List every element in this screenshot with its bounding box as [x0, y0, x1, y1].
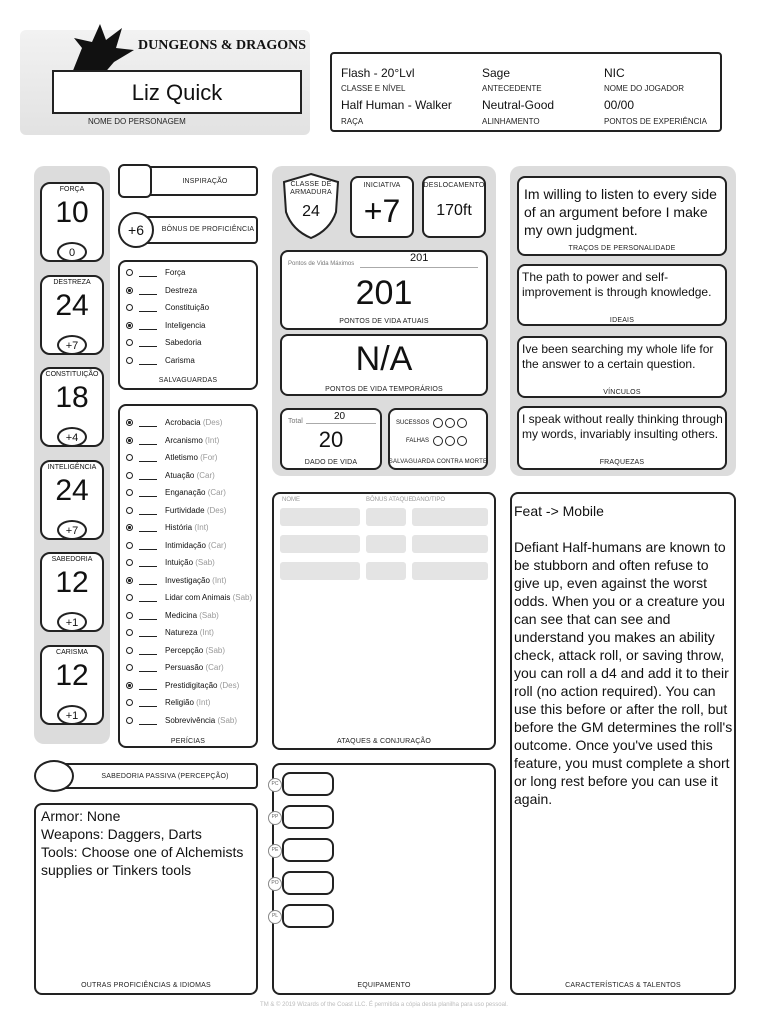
xp[interactable]: 00/00	[604, 98, 635, 112]
xp-label: PONTOS DE EXPERIÊNCIA	[604, 117, 707, 126]
skill-proficiency-dot[interactable]	[126, 437, 133, 444]
inspiration-check[interactable]	[118, 164, 152, 198]
hit-dice-total-line	[306, 423, 376, 424]
skill-attribute: (For)	[200, 453, 218, 463]
footer: TM & © 2019 Wizards of the Coast LLC. É permitida a cópia desta planilha para uso pessoal.	[260, 1002, 508, 1008]
coin-field[interactable]	[282, 772, 334, 796]
skill-value[interactable]	[139, 698, 157, 707]
saves-label: SALVAGUARDAS	[158, 377, 218, 384]
save-row	[126, 282, 254, 300]
skill-attribute: (Sab)	[195, 558, 215, 568]
skill-name: Atletismo	[165, 453, 198, 463]
skill-value[interactable]	[139, 436, 157, 445]
bonds-text[interactable]: Ive been searching my whole life for the answer to a certain question.	[522, 342, 714, 371]
coin-label: PC	[268, 778, 282, 792]
personality-text[interactable]: Im willing to listen to every side of an argument before I make my own judgment.	[524, 186, 717, 238]
speed-label: DESLOCAMENTO	[423, 182, 485, 189]
save-proficiency-dot[interactable]	[126, 269, 133, 276]
skill-attribute: (Sab)	[205, 645, 226, 655]
skill-name: Religião	[165, 698, 194, 708]
hp-max-label: Pontos de Vida Máximos	[288, 261, 355, 267]
skill-row	[126, 607, 256, 625]
proficiency-label: BÔNUS DE PROFICIÊNCIA	[161, 226, 255, 233]
skill-row	[126, 467, 256, 485]
skill-attribute: (Int)	[212, 575, 227, 585]
skill-attribute: (Car)	[208, 540, 227, 550]
skill-name: Investigação	[165, 575, 210, 585]
death-fail-circle-3[interactable]	[457, 436, 467, 446]
skill-value[interactable]	[139, 593, 157, 602]
death-fail-label: FALHAS	[406, 438, 430, 444]
save-name: Sabedoria	[165, 338, 202, 348]
skill-attribute: (Int)	[199, 628, 214, 638]
skill-value[interactable]	[139, 576, 157, 585]
ability-score[interactable]: 24	[55, 473, 89, 507]
hit-dice-value[interactable]: 20	[318, 427, 344, 452]
save-value[interactable]	[139, 338, 157, 347]
ability-name: DESTREZA	[53, 278, 91, 286]
save-row	[126, 334, 254, 352]
ability-score[interactable]: 18	[55, 381, 89, 414]
hit-dice-label: DADO DE VIDA	[304, 459, 358, 466]
skill-row	[126, 589, 256, 607]
initiative-value[interactable]: +7	[363, 193, 401, 229]
character-name-label: NOME DO PERSONAGEM	[88, 117, 186, 126]
skill-proficiency-dot[interactable]	[126, 489, 133, 496]
skill-attribute: (Car)	[205, 663, 224, 673]
background-label: ANTECEDENTE	[482, 84, 542, 93]
death-success-circle-2[interactable]	[445, 418, 455, 428]
ability-name: FORÇA	[59, 186, 85, 193]
save-proficiency-dot[interactable]	[126, 339, 133, 346]
save-value[interactable]	[139, 356, 157, 365]
skill-name: Prestidigitação	[165, 680, 218, 690]
death-success-label: SUCESSOS	[396, 420, 430, 426]
death-fail-circle-2[interactable]	[445, 436, 455, 446]
attacks-col-damage: DANO/TIPO	[412, 497, 446, 503]
skill-row	[126, 642, 256, 660]
skill-proficiency-dot[interactable]	[126, 577, 133, 584]
save-row	[126, 264, 254, 282]
skill-attribute: (Sab)	[217, 715, 238, 725]
hit-dice-total[interactable]: 20	[334, 411, 346, 422]
hp-temp-value[interactable]: N/A	[355, 340, 413, 378]
coin-label: PP	[268, 811, 282, 825]
death-success-circle-3[interactable]	[457, 418, 467, 428]
skill-attribute: (Sab)	[232, 593, 253, 603]
bonds-label: VÍNCULOS	[603, 389, 641, 396]
attack-3-bonus-cell[interactable]	[366, 562, 406, 580]
ideals-label: IDEAIS	[609, 317, 635, 324]
skill-row	[126, 519, 256, 537]
skill-row	[126, 484, 256, 502]
personality-label: TRAÇOS DE PERSONALIDADE	[568, 245, 676, 252]
ability-score[interactable]: 12	[55, 658, 89, 692]
coin-label: PE	[268, 844, 282, 858]
initiative-label: INICIATIVA	[363, 182, 401, 189]
skill-name: Enganação	[165, 488, 206, 498]
ability-name: INTELIGÊNCIA	[47, 463, 97, 471]
skill-proficiency-dot[interactable]	[126, 419, 133, 426]
skill-attribute: (Sab)	[199, 610, 219, 620]
skill-row	[126, 554, 256, 572]
saves-list	[126, 264, 254, 369]
save-proficiency-dot[interactable]	[126, 287, 133, 294]
skill-value[interactable]	[139, 453, 157, 462]
skill-row	[126, 432, 256, 450]
skill-proficiency-dot[interactable]	[126, 507, 133, 514]
flaws-label: FRAQUEZAS	[599, 459, 645, 466]
skill-attribute: (Des)	[206, 505, 227, 515]
skill-name: Persuasão	[165, 663, 204, 673]
attack-3-damage-cell[interactable]	[412, 562, 488, 580]
save-row	[126, 317, 254, 335]
passive-wisdom-label: SABEDORIA PASSIVA (PERCEPÇÃO)	[101, 773, 229, 780]
skill-value[interactable]	[139, 611, 157, 620]
death-fail-circle-1[interactable]	[433, 436, 443, 446]
coin-label: PL	[268, 910, 282, 924]
ability-modifier[interactable]: +1	[57, 612, 87, 632]
death-saves-label: SALVAGUARDA CONTRA MORTE	[388, 459, 488, 465]
hp-max-line	[360, 267, 478, 268]
attack-2-bonus-cell[interactable]	[366, 535, 406, 553]
attack-1-name-cell[interactable]	[280, 508, 360, 526]
ability-modifier[interactable]: +7	[57, 520, 87, 540]
skill-value[interactable]	[139, 628, 157, 637]
save-proficiency-dot[interactable]	[126, 322, 133, 329]
skill-row	[126, 712, 256, 730]
skill-name: Arcanismo	[165, 435, 203, 445]
ability-name: CARISMA	[56, 648, 88, 656]
save-name: Constituição	[165, 303, 210, 313]
attack-1-damage-cell[interactable]	[412, 508, 488, 526]
save-row	[126, 352, 254, 370]
skill-name: Atuação	[165, 470, 195, 480]
ability-name: SABEDORIA	[51, 556, 93, 563]
skill-name: Sobrevivência	[165, 715, 216, 725]
skill-name: Furtividade	[165, 505, 205, 515]
save-proficiency-dot[interactable]	[126, 304, 133, 311]
coin-label: PO	[268, 877, 282, 891]
hp-current-value[interactable]: 201	[355, 274, 413, 312]
skill-proficiency-dot[interactable]	[126, 524, 133, 531]
character-name[interactable]: Liz Quick	[131, 80, 223, 105]
skill-row	[126, 694, 256, 712]
skill-row	[126, 624, 256, 642]
skill-name: Intimidação	[165, 540, 206, 550]
hp-current-label: PONTOS DE VIDA ATUAIS	[339, 318, 429, 325]
skill-attribute: (Car)	[196, 470, 215, 480]
save-name: Destreza	[165, 285, 198, 295]
attacks-col-name: NOME	[282, 497, 300, 503]
attacks-col-bonus: BÔNUS ATAQUE	[366, 497, 413, 503]
class-level-label: CLASSE E NÍVEL	[341, 84, 406, 93]
features-title[interactable]: Feat -> Mobile	[514, 503, 604, 519]
skill-value[interactable]	[139, 506, 157, 515]
skill-proficiency-dot[interactable]	[126, 647, 133, 654]
race-label: RAÇA	[341, 117, 364, 126]
death-success-circle-1[interactable]	[433, 418, 443, 428]
equipment-label: EQUIPAMENTO	[357, 982, 411, 989]
save-name: Força	[165, 268, 186, 278]
skill-proficiency-dot[interactable]	[126, 629, 133, 636]
skill-value[interactable]	[139, 471, 157, 480]
hit-dice-total-label: Total	[288, 418, 303, 425]
attacks-label: ATAQUES & CONJURAÇÃO	[337, 738, 431, 745]
skill-name: Percepção	[165, 645, 204, 655]
skill-attribute: (Des)	[202, 418, 223, 428]
skill-proficiency-dot[interactable]	[126, 454, 133, 461]
skills-label: PERÍCIAS	[170, 738, 206, 745]
logo-text: DUNGEONS & DRAGONS	[138, 38, 307, 53]
proficiencies-text[interactable]: Armor: None Weapons: Daggers, Darts Tools: Choose one of Alchemists supplies or Tinkers tools	[41, 808, 244, 878]
armor-class-value[interactable]: 24	[302, 203, 320, 220]
skill-proficiency-dot[interactable]	[126, 699, 133, 706]
skill-row	[126, 572, 256, 590]
player-name[interactable]: NIC	[604, 66, 625, 80]
skill-row	[126, 502, 256, 520]
attack-3-name-cell[interactable]	[280, 562, 360, 580]
skill-attribute: (Int)	[196, 698, 211, 708]
features-label: CARACTERÍSTICAS & TALENTOS	[565, 982, 681, 989]
save-row	[126, 299, 254, 317]
ability-score[interactable]: 10	[55, 196, 89, 229]
proficiencies-label: OUTRAS PROFICIÊNCIAS & IDIOMAS	[81, 982, 211, 989]
save-value[interactable]	[139, 321, 157, 330]
skill-proficiency-dot[interactable]	[126, 612, 133, 619]
class-level[interactable]: Flash - 20°Lvl	[341, 66, 415, 80]
skill-value[interactable]	[139, 716, 157, 725]
hp-temp-label: PONTOS DE VIDA TEMPORÁRIOS	[325, 386, 443, 393]
skill-value[interactable]	[139, 663, 157, 672]
coin-field[interactable]	[282, 904, 334, 928]
skill-value[interactable]	[139, 558, 157, 567]
skill-value[interactable]	[139, 488, 157, 497]
skill-value[interactable]	[139, 523, 157, 532]
background[interactable]: Sage	[482, 66, 511, 80]
save-name: Inteligencia	[165, 320, 206, 330]
ability-score[interactable]: 12	[55, 566, 89, 599]
coin-field[interactable]	[282, 871, 334, 895]
speed-value[interactable]: 170ft	[436, 202, 472, 219]
ideals-text[interactable]: The path to power and self-improvement is through knowledge.	[522, 270, 712, 299]
skill-name: Acrobacia	[165, 418, 201, 428]
skill-proficiency-dot[interactable]	[126, 472, 133, 479]
ability-modifier[interactable]: +7	[57, 335, 87, 355]
race[interactable]: Half Human - Walker	[341, 98, 452, 112]
ability-modifier[interactable]: +4	[57, 427, 87, 447]
skill-attribute: (Int)	[194, 523, 209, 533]
skill-name: Intuição	[165, 558, 194, 568]
skill-row	[126, 677, 256, 695]
skill-attribute: (Car)	[207, 488, 226, 498]
armor-class-label: CLASSE DE ARMADURA	[290, 181, 332, 196]
proficiency-circle[interactable]: +6	[118, 212, 154, 248]
attack-1-bonus-cell[interactable]	[366, 508, 406, 526]
coin-field[interactable]	[282, 838, 334, 862]
skill-row	[126, 449, 256, 467]
skill-attribute: (Des)	[219, 680, 240, 690]
features-text[interactable]: Defiant Half-humans are known to be stubborn and often refuse to give up, even against the worst odds. When you or a creature you can see that can see and understand you makes an ability check, attack roll, or saving throw, you can roll a d4 and add it to their roll (no action required). You can use this before or after the roll, but before the GM determines the roll's outcome. Once you've used this feature, you must complete a short or long rest before you can use it again.	[514, 539, 733, 807]
skill-proficiency-dot[interactable]	[126, 717, 133, 724]
skill-value[interactable]	[139, 418, 157, 427]
skill-row	[126, 659, 256, 677]
skill-value[interactable]	[139, 681, 157, 690]
skill-value[interactable]	[139, 541, 157, 550]
skill-attribute: (Int)	[205, 435, 220, 445]
attacks-box	[272, 492, 496, 750]
skill-row	[126, 537, 256, 555]
inspiration-label: INSPIRAÇÃO	[182, 178, 228, 185]
passive-wisdom-circle[interactable]	[34, 760, 74, 792]
skill-row	[126, 414, 256, 432]
save-value[interactable]	[139, 286, 157, 295]
save-value[interactable]	[139, 303, 157, 312]
ability-modifier[interactable]: +1	[57, 705, 87, 725]
alignment-label: ALINHAMENTO	[482, 117, 540, 126]
dragon-logo-icon	[62, 18, 142, 78]
skills-list	[126, 414, 256, 729]
skill-proficiency-dot[interactable]	[126, 594, 133, 601]
attack-2-damage-cell[interactable]	[412, 535, 488, 553]
flaws-text[interactable]: I speak without really thinking through my words, invariably insulting others.	[522, 412, 723, 441]
ability-score[interactable]: 24	[55, 288, 89, 322]
skill-name: Natureza	[165, 628, 198, 638]
skill-value[interactable]	[139, 646, 157, 655]
ability-name: CONSTITUIÇÃO	[45, 371, 99, 378]
save-value[interactable]	[139, 268, 157, 277]
skill-name: Lidar com Animais	[165, 593, 231, 603]
skill-proficiency-dot[interactable]	[126, 664, 133, 671]
save-proficiency-dot[interactable]	[126, 357, 133, 364]
player-name-label: NOME DO JOGADOR	[604, 84, 685, 93]
hp-max-value[interactable]: 201	[410, 252, 429, 264]
alignment[interactable]: Neutral-Good	[482, 98, 555, 112]
skill-name: História	[165, 523, 193, 533]
attack-2-name-cell[interactable]	[280, 535, 360, 553]
skill-name: Medicina	[165, 610, 198, 620]
skill-proficiency-dot[interactable]	[126, 682, 133, 689]
save-name: Carisma	[165, 355, 195, 365]
ability-modifier[interactable]: 0	[57, 242, 87, 262]
skill-proficiency-dot[interactable]	[126, 542, 133, 549]
death-success-row	[396, 418, 467, 428]
death-fail-row	[406, 436, 467, 446]
coin-field[interactable]	[282, 805, 334, 829]
skill-proficiency-dot[interactable]	[126, 559, 133, 566]
